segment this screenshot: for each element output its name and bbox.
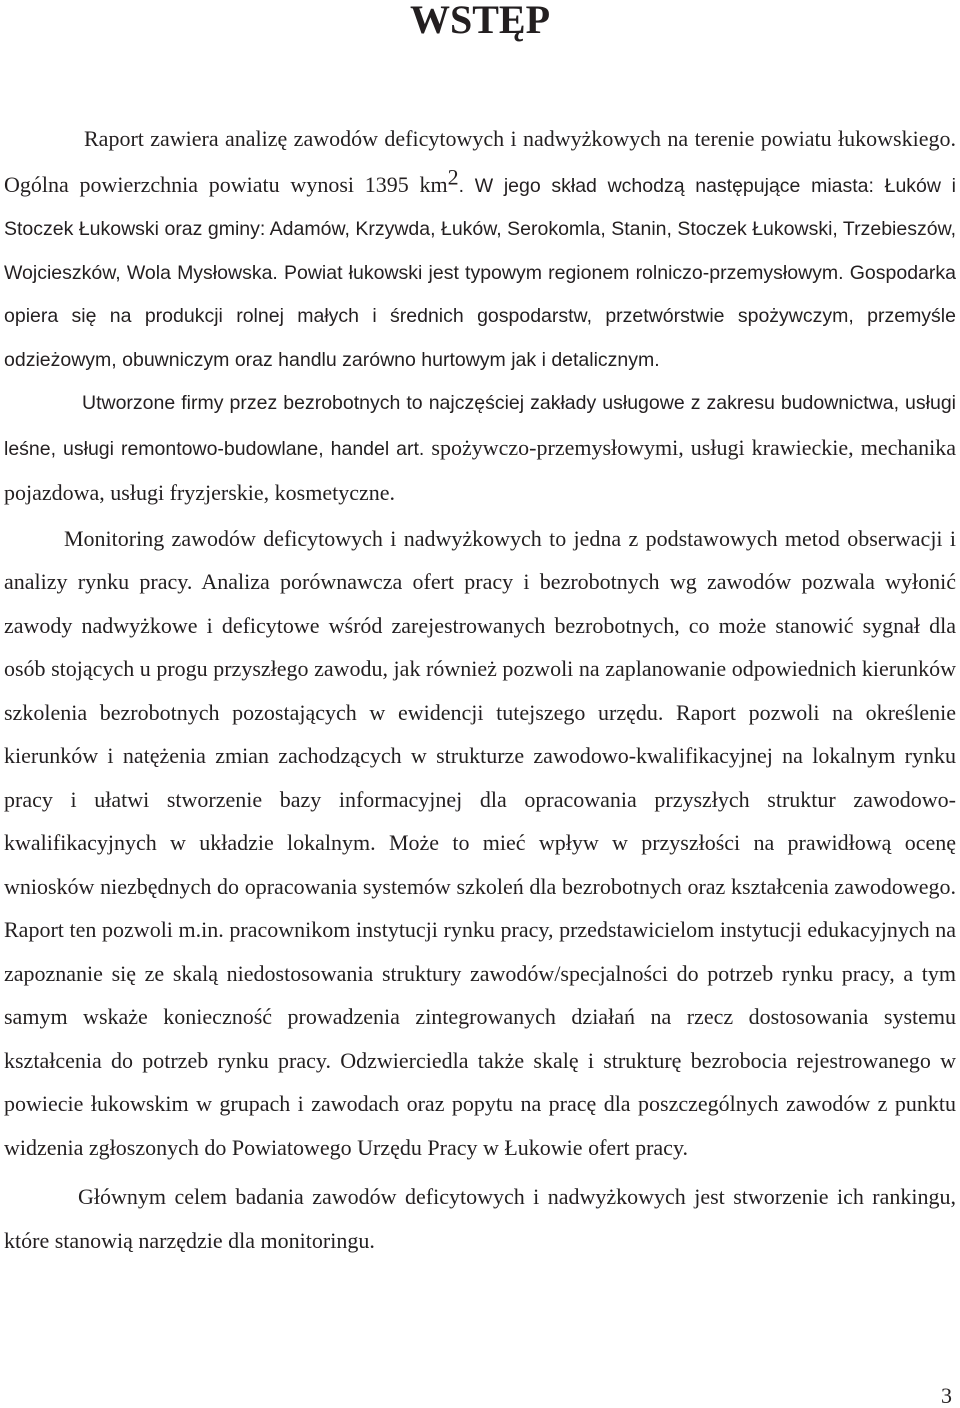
- paragraph-businesses-text-end: spożywczo-przemysłowymi, usługi krawieckie, mechanika pojazdowa, usługi fryzjerskie, kosmetyczne.: [4, 434, 957, 505]
- paragraph-introduction-text-end: . W jego skład wchodzą następujące miasta: Łuków i Stoczek Łukowski oraz gminy: Adamów, Krzywda, Łuków, Serokomla, Stanin, Stoczek Łukowski, Trzebieszów, Wojcieszków, Wola Mysłowska. Powiat łukowski jest typowym regionem rolniczo-przemysłowym. Gospodarka opiera się na produkcji rolnej małych i średnich gospodarstw, przetwórstwie spożywczym, przemyśle odzieżowym, obuwniczym oraz handlu zarówno hurtowym jak i detalicznym.: [4, 174, 956, 371]
- paragraph-monitoring: Monitoring zawodów deficytowych i nadwyżkowych to jedna z podstawowych metod obserwacji i analizy rynku pracy. Analiza porównawcza ofert pracy i bezrobotnych wg zawodów pozwala wyłonić zawody nadwyżkowe i deficytowe wśród zarejestrowanych bezrobotnych, co może stanowić sygnał dla osób stojących u progu przyszłego zawodu, jak również pozwoli na zaplanowanie odpowiednich kierunków szkolenia bezrobotnych pozostających w ewidencji tutejszego urzędu. Raport pozwoli na określenie kierunków i natężenia zmian zachodzących w strukturze zawodowo-kwalifikacyjnej na lokalnym rynku pracy i ułatwi stworzenie bazy informacyjnej dla opracowania przyszłych struktur zawodowo-kwalifikacyjnych w układzie lokalnym. Może to mieć wpływ w przyszłości na prawidłową ocenę wniosków niezbędnych do opracowania systemów szkoleń dla bezrobotnych oraz kształcenia zawodowego. Raport ten pozwoli m.in. pracownikom instytucji rynku pracy, przedstawicielom instytucji edukacyjnych na zapoznanie się ze skalą niedostosowania struktury zawodów/specjalności do potrzeb rynku pracy, a tym samym wskaże konieczność prowadzenia zintegrowanych działań na rzecz dostosowania systemu kształcenia do potrzeb rynku pracy. Odzwierciedla także skalę i strukturę bezrobocia rejestrowanego w powiecie łukowskim w grupach i zawodach oraz popytu na pracę dla poszczególnych zawodów z punktu widzenia zgłoszonych do Powiatowego Urzędu Pracy w Łukowie ofert pracy.: [4, 525, 956, 1160]
- paragraph-businesses-text-start: Utworzone firmy przez bezrobotnych to najczęściej zakłady usługowe z zakresu budownictwa, usługi leśne, usługi remontowo-budowlane, handel art.: [4, 392, 956, 460]
- document-body: [4, 117, 956, 1262]
- page-number: 3: [941, 1383, 952, 1408]
- page-title: WSTĘP: [409, 0, 551, 42]
- paragraph-introduction-text-start: Raport zawiera analizę zawodów deficytowych i nadwyżkowych na terenie powiatu łukowskiego. Ogólna powierzchnia powiatu wynosi 1395 km: [4, 126, 956, 197]
- paragraph-businesses: [4, 382, 956, 517]
- paragraph-main-goal: Głównym celem badania zawodów deficytowych i nadwyżkowych jest stworzenie ich rankingu, które stanowią narzędzie dla monitoringu.: [4, 1184, 956, 1253]
- superscript-square: 2: [447, 164, 459, 189]
- paragraph-introduction: [4, 117, 956, 382]
